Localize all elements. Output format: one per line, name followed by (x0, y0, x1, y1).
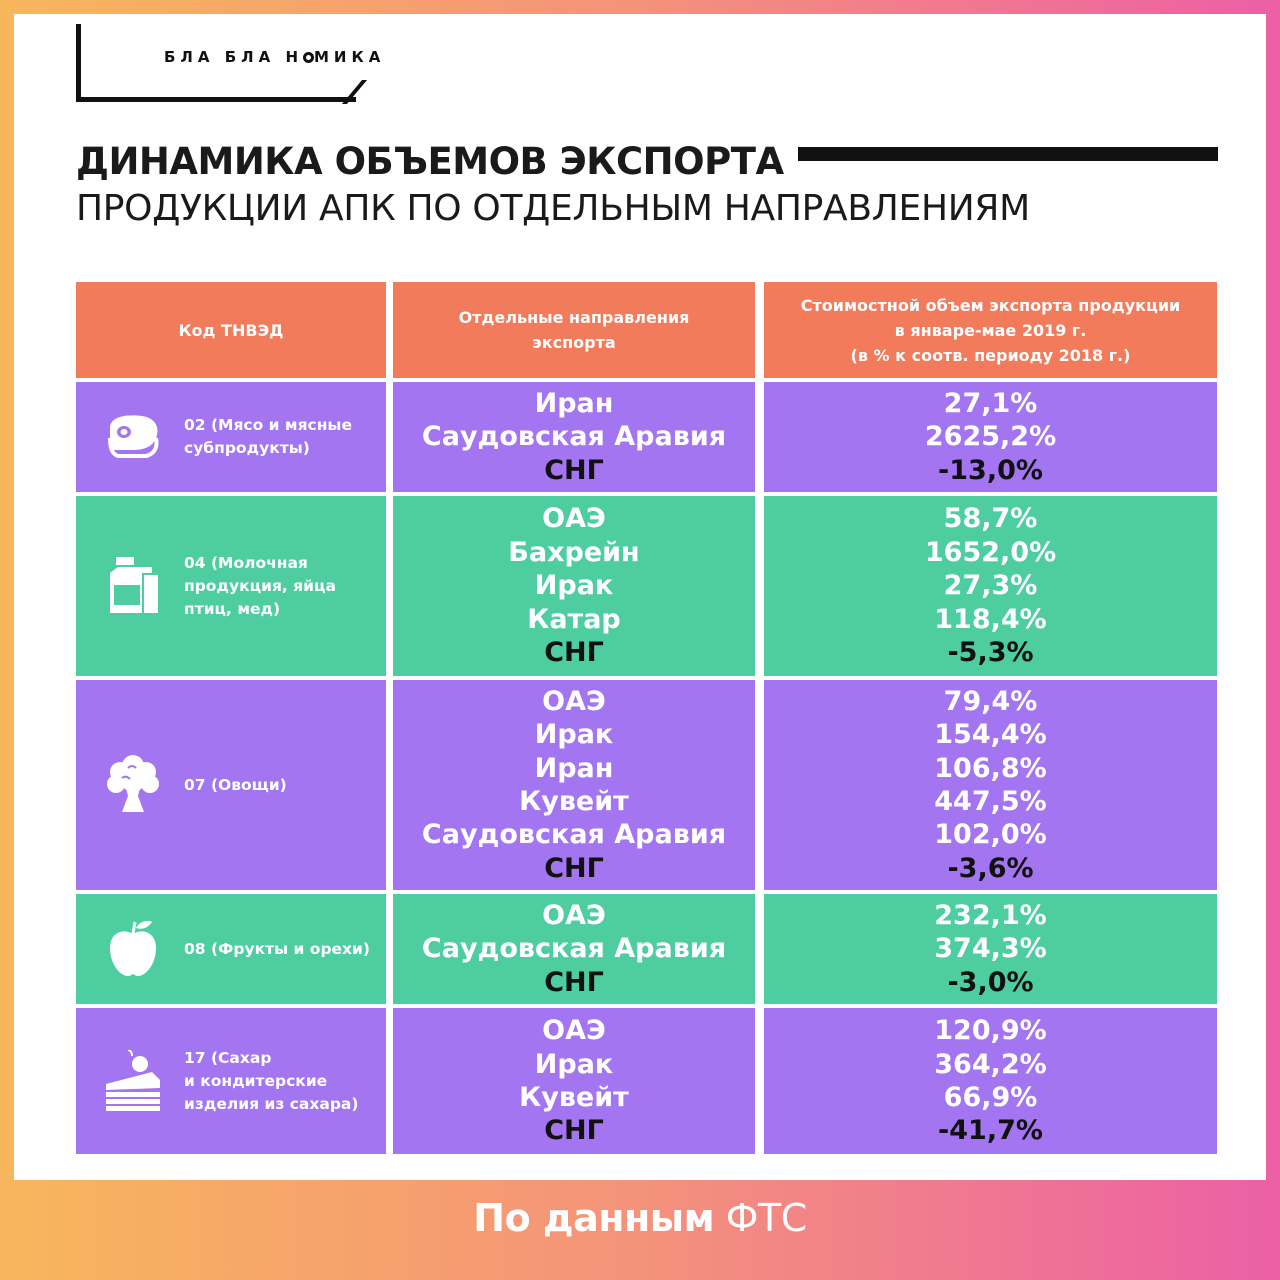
country-name: Иран (534, 387, 614, 419)
row-values-cell (764, 382, 1217, 492)
code-label-line: и кондитерские (184, 1071, 328, 1090)
source-footer: По данным ФТС (473, 1196, 807, 1240)
country-name: СНГ (544, 1115, 604, 1147)
header-code-line: Код ТНВЭД (178, 320, 284, 340)
export-value: -5,3% (947, 637, 1034, 669)
row-countries-cell (393, 680, 755, 890)
code-label (184, 774, 287, 797)
header-value-line: Стоимостной объем экспорта продукции (800, 295, 1181, 315)
code-label-line: 08 (Фрукты и орехи) (184, 939, 370, 958)
export-value: 118,4% (934, 603, 1047, 635)
broccoli-icon (102, 754, 164, 816)
code-label-line: 17 (Сахар (184, 1048, 272, 1067)
meat-icon (102, 406, 164, 468)
country-name: ОАЭ (542, 685, 606, 717)
header-directions-line: Отдельные направления (458, 308, 690, 327)
milk-carton-icon (102, 555, 164, 617)
code-label (184, 552, 336, 621)
header-code-label (178, 318, 283, 343)
apple-icon (102, 918, 164, 980)
header-directions-label (459, 305, 690, 355)
row-values-cell (764, 894, 1217, 1004)
title-rule (798, 147, 1218, 161)
country-name: Кувейт (519, 786, 629, 817)
code-label-line: 02 (Мясо и мясные (184, 416, 352, 434)
export-value: 102,0% (934, 819, 1047, 851)
code-label-line: продукция, яйца (184, 576, 336, 595)
row-code-cell (76, 382, 386, 492)
country-name: Катар (527, 603, 621, 635)
code-label-line: 07 (Овощи) (184, 775, 287, 794)
country-name: Саудовская Аравия (421, 819, 727, 851)
export-value: 232,1% (934, 899, 1047, 931)
header-value-line: в январе-мае 2019 г. (894, 320, 1087, 340)
country-name: СНГ (544, 637, 604, 669)
row-countries-cell (393, 496, 755, 676)
export-value: 27,3% (943, 570, 1038, 602)
export-value: -3,0% (947, 966, 1034, 998)
header-directions-line: экспорта (532, 333, 616, 352)
export-value: 1652,0% (924, 536, 1057, 568)
country-name: Саудовская Аравия (421, 933, 727, 965)
header-directions (393, 282, 755, 378)
export-value: 58,7% (943, 503, 1038, 535)
row-code-cell (76, 680, 386, 890)
code-label-line: изделия из сахара) (184, 1094, 359, 1113)
country-name: Ирак (534, 719, 614, 751)
header-value-label (801, 293, 1181, 368)
code-label-line: субпродукты) (184, 439, 310, 457)
row-values-cell (764, 680, 1217, 890)
row-code-cell (76, 496, 386, 676)
row-values-cell (764, 496, 1217, 676)
logo-text: БЛА БЛА Н МИКА (164, 48, 386, 66)
logo (76, 24, 386, 102)
export-value: 79,4% (943, 685, 1038, 717)
row-code-cell (76, 894, 386, 1004)
export-value: -3,6% (947, 852, 1034, 884)
cake-icon (102, 1050, 164, 1112)
logo-o-ring-icon (303, 52, 314, 63)
export-value: 106,8% (934, 752, 1047, 784)
export-value: 27,1% (943, 387, 1038, 419)
code-label (184, 938, 370, 961)
code-label (184, 414, 352, 460)
header-code (76, 282, 386, 378)
page-title: ДИНАМИКА ОБЪЕМОВ ЭКСПОРТА (76, 140, 784, 183)
country-name: Ирак (534, 1048, 614, 1080)
export-value: 374,3% (934, 933, 1047, 965)
country-name: ОАЭ (542, 899, 606, 931)
row-countries-cell (393, 382, 755, 492)
export-value: 364,2% (934, 1048, 1047, 1080)
country-name: Саудовская Аравия (421, 421, 727, 453)
country-name: Ирак (534, 570, 614, 602)
export-value: 154,4% (934, 719, 1047, 751)
export-value: 447,5% (934, 786, 1047, 817)
row-countries-cell (393, 894, 755, 1004)
country-name: СНГ (544, 454, 604, 486)
code-label-line: птиц, мед) (184, 599, 281, 618)
export-value: -41,7% (938, 1115, 1043, 1147)
export-value: 2625,2% (924, 421, 1057, 453)
export-value: -13,0% (938, 454, 1043, 486)
country-name: ОАЭ (542, 1015, 606, 1047)
country-name: ОАЭ (542, 503, 606, 535)
row-code-cell (76, 1008, 386, 1154)
country-name: СНГ (544, 852, 604, 884)
country-name: Иран (534, 752, 614, 784)
export-value: 66,9% (943, 1082, 1038, 1113)
header-value (764, 282, 1217, 378)
header-value-line: (в % к соотв. периоду 2018 г.) (850, 345, 1131, 365)
row-values-cell (764, 1008, 1217, 1154)
export-value: 120,9% (934, 1015, 1047, 1047)
code-label-line: 04 (Молочная (184, 553, 308, 572)
country-name: Бахрейн (508, 536, 640, 568)
code-label (184, 1047, 358, 1116)
country-name: Кувейт (519, 1082, 629, 1113)
page-subtitle: ПРОДУКЦИИ АПК ПО ОТДЕЛЬНЫМ НАПРАВЛЕНИЯМ (76, 188, 1030, 229)
infographic-card (14, 14, 1266, 1180)
country-name: СНГ (544, 966, 604, 998)
row-countries-cell (393, 1008, 755, 1154)
